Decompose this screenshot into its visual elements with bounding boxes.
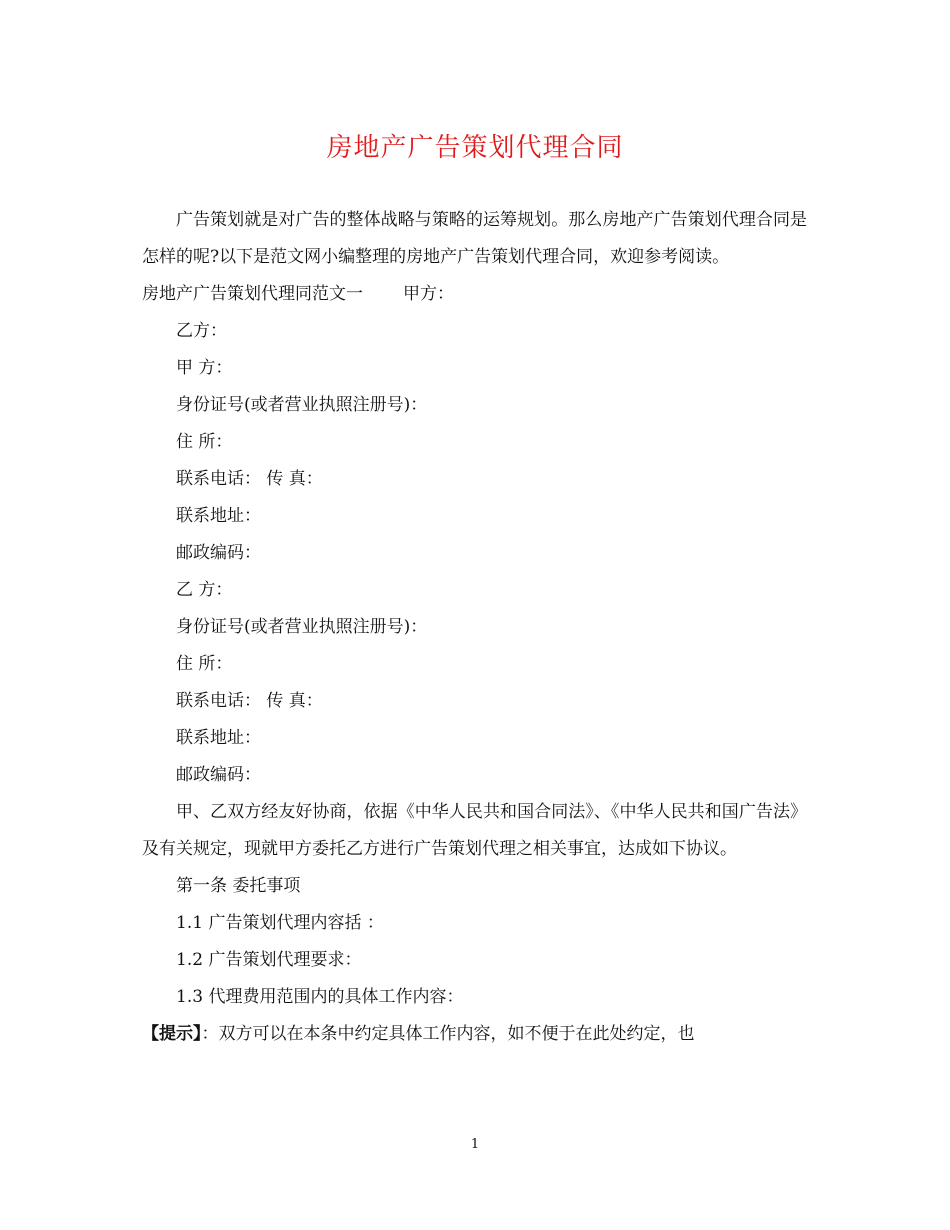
party-b-phone-field: 联系电话： 传 真： xyxy=(176,691,323,711)
party-a-id-field: 身份证号(或者营业执照注册号)： xyxy=(176,395,428,415)
tip-text: ：双方可以在本条中约定具体工作内容，如不便于在此处约定，也 xyxy=(201,1024,695,1044)
item-1-2: 1.2 广告策划代理要求： xyxy=(176,950,362,970)
item-1-1: 1.1 广告策划代理内容括 ： xyxy=(176,913,384,933)
party-b-contact-address-field: 联系地址： xyxy=(176,728,261,748)
party-b-id-field: 身份证号(或者营业执照注册号)： xyxy=(176,617,428,637)
party-a-label: 甲 方： xyxy=(176,358,233,378)
item-1-3: 1.3 代理费用范围内的具体工作内容： xyxy=(176,987,464,1007)
party-a-address-field: 住 所： xyxy=(176,432,233,452)
page-number: 1 xyxy=(470,1137,480,1152)
party-b-address-field: 住 所： xyxy=(176,654,233,674)
document-body xyxy=(142,202,807,1053)
party-a-postcode-field: 邮政编码： xyxy=(176,543,261,563)
tip-label: 【提示】 xyxy=(142,1024,202,1044)
party-b-top-label: 乙方： xyxy=(176,321,227,341)
intro-paragraph: 广告策划就是对广告的整体战略与策略的运筹规划。那么房地产广告策划代理合同是怎样的呢?以下是范文网小编整理的房地产广告策划代理合同，欢迎参考阅读。 xyxy=(142,210,807,267)
party-a-top-label: 甲方： xyxy=(403,284,454,304)
party-a-contact-address-field: 联系地址： xyxy=(176,506,261,526)
tip-line xyxy=(142,1016,807,1053)
article-1-heading: 第一条 委托事项 xyxy=(176,876,301,896)
sample-heading-line xyxy=(142,276,807,313)
party-b-label: 乙 方： xyxy=(176,580,233,600)
party-b-postcode-field: 邮政编码： xyxy=(176,765,261,785)
agreement-paragraph: 甲、乙双方经友好协商，依据《中华人民共和国合同法》、《中华人民共和国广告法》及有关规定，现就甲方委托乙方进行广告策划代理之相关事宜，达成如下协议。 xyxy=(142,802,807,859)
party-a-phone-field: 联系电话： 传 真： xyxy=(176,469,323,489)
sample-heading: 房地产广告策划代理同范文一 xyxy=(142,284,363,304)
document-title: 房地产广告策划代理合同 xyxy=(326,133,624,163)
